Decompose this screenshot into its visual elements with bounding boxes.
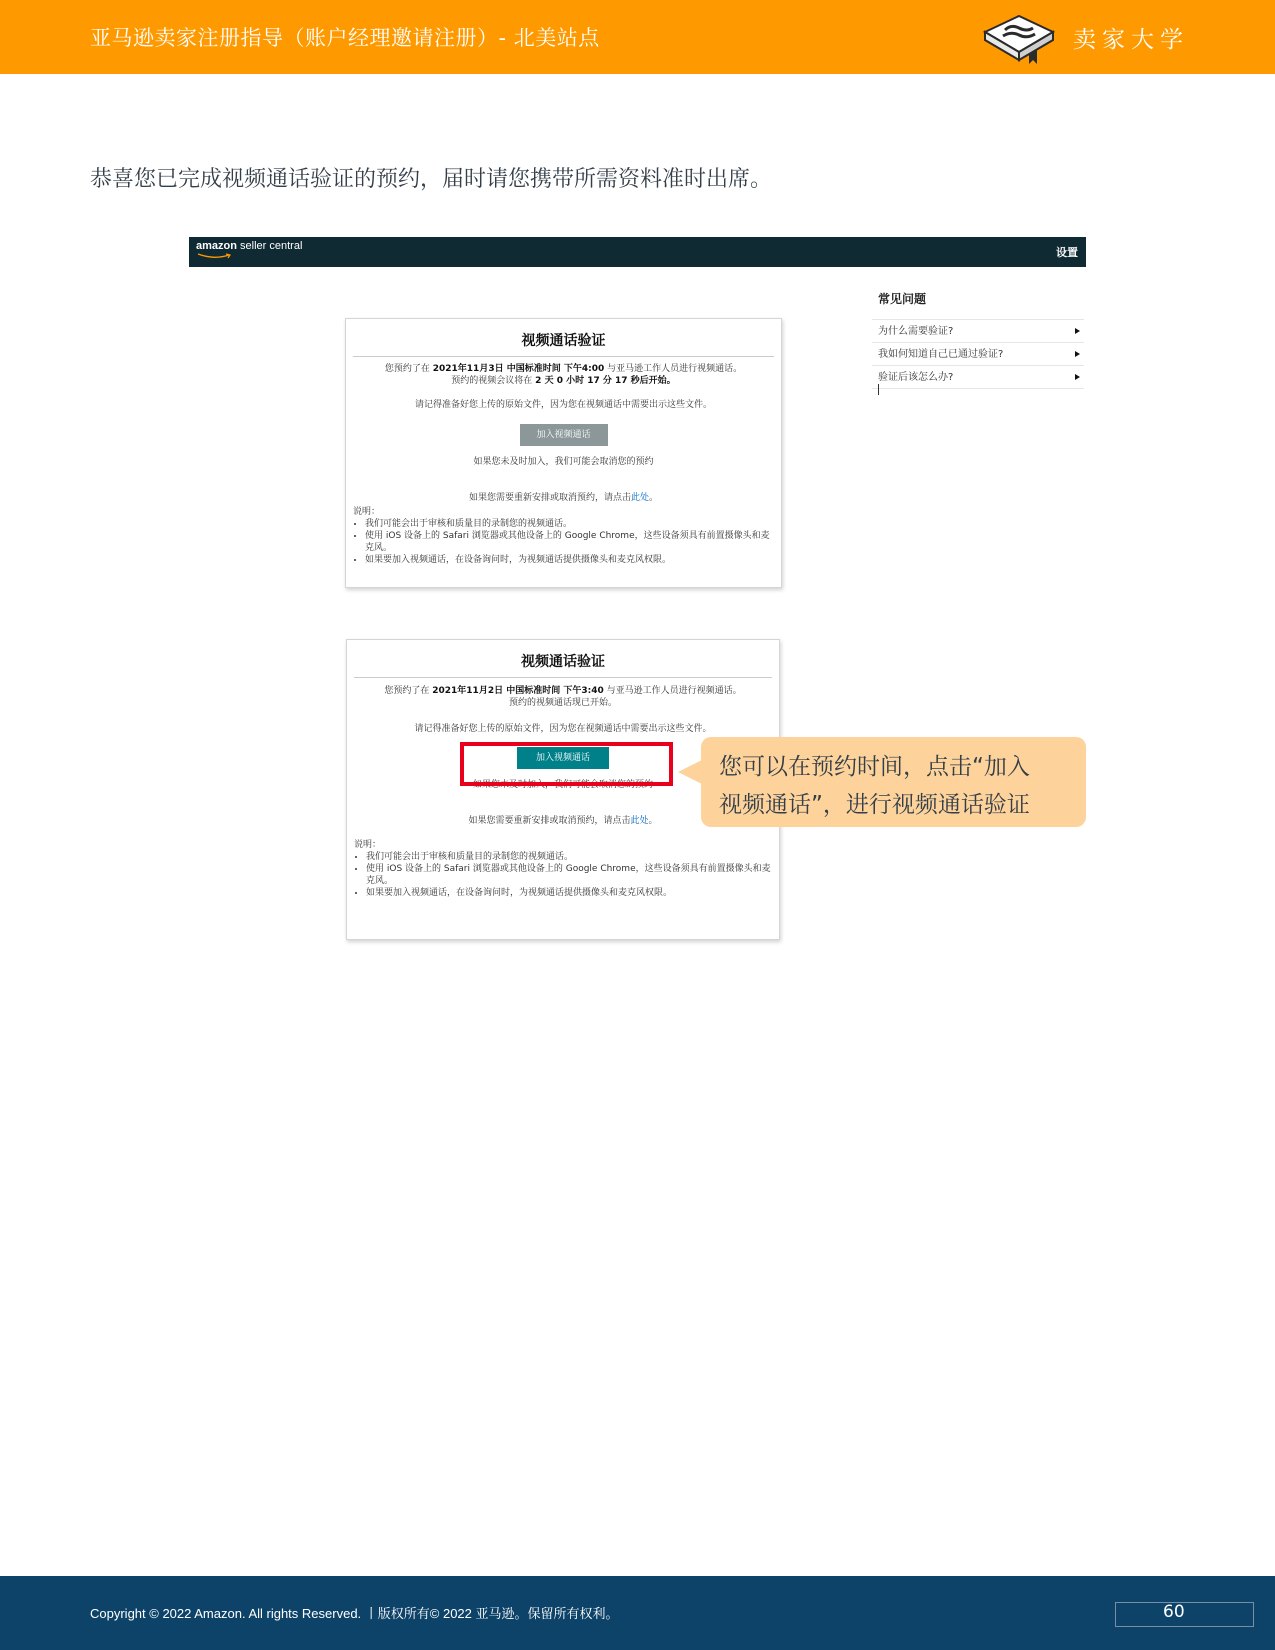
text: 与亚马逊工作人员进行视频通话。 xyxy=(603,686,742,696)
appointment-datetime: 2021年11月2日 中国标准时间 下午3:40 xyxy=(432,686,604,696)
book-logo-icon xyxy=(981,8,1057,66)
countdown xyxy=(346,375,781,387)
appointment-datetime: 2021年11月3日 中国标准时间 下午4:00 xyxy=(432,364,605,374)
reschedule-note xyxy=(346,492,781,504)
call-started-status: 预约的视频通话现已开始。 xyxy=(508,698,617,708)
header-banner xyxy=(0,0,1275,74)
callout-line: 您可以在预约时间，点击“加入 xyxy=(719,754,1030,780)
text: 您预约了在 xyxy=(384,364,433,374)
caret-right-icon xyxy=(1075,328,1080,334)
divider xyxy=(354,677,772,678)
note-item: • 使用 iOS 设备上的 Safari 浏览器或其他设备上的 Google Chrome，这些设备须具有前置摄像头和麦克风。 xyxy=(365,530,774,554)
instruction-callout xyxy=(701,737,1086,827)
faq-item-why-verify[interactable] xyxy=(872,320,1084,343)
text: 。 xyxy=(649,493,659,503)
card-title: 视频通话验证 xyxy=(521,654,605,670)
text: 如果您需要重新安排或取消预约，请点击 xyxy=(468,816,631,826)
text: 您预约了在 xyxy=(384,686,433,696)
note-item: • 我们可能会出于审核和质量目的录制您的视频通话。 xyxy=(366,851,772,863)
logo-brand-text: amazon xyxy=(196,240,237,252)
notes xyxy=(347,839,779,899)
video-call-card-scheduled xyxy=(345,318,782,588)
join-button-highlight xyxy=(460,742,673,786)
document-title: 亚马逊卖家注册指导（账户经理邀请注册）- 北美站点 xyxy=(90,26,600,50)
divider xyxy=(353,356,774,357)
note-item: • 我们可能会出于审核和质量目的录制您的视频通话。 xyxy=(365,518,774,530)
page-number: 60 xyxy=(1163,1602,1185,1622)
prepare-note: 请记得准备好您上传的原始文件，因为您在视频通话中需要出示这些文件。 xyxy=(414,400,712,410)
amazon-smile-icon xyxy=(197,253,233,259)
callout-line: 视频通话”，进行视频通话验证 xyxy=(719,792,1030,818)
page-headline: 恭喜您已完成视频通话验证的预约，届时请您携带所需资料准时出席。 xyxy=(90,167,773,192)
settings-link[interactable]: 设置 xyxy=(1056,246,1078,259)
card-title: 视频通话验证 xyxy=(521,333,606,349)
appointment-time xyxy=(346,363,781,375)
caret-right-icon xyxy=(1075,351,1080,357)
late-warning: 如果您未及时加入，我们可能会取消您的预约 xyxy=(473,457,654,467)
join-video-call-button-disabled[interactable]: 加入视频通话 xyxy=(520,424,608,446)
reschedule-link[interactable]: 此处 xyxy=(630,493,649,503)
notes-label: 说明： xyxy=(354,840,382,850)
copyright-text: Copyright © 2022 Amazon. All rights Reserved. 丨版权所有© 2022 亚马逊。保留所有权利。 xyxy=(90,1606,619,1621)
text-cursor xyxy=(878,384,879,395)
seller-central-navbar xyxy=(189,237,1086,267)
join-video-call-button[interactable]: 加入视频通话 xyxy=(517,747,609,769)
note-item: • 如果要加入视频通话，在设备询问时，为视频通话提供摄像头和麦克风权限。 xyxy=(366,887,772,899)
reschedule-link[interactable]: 此处 xyxy=(630,816,649,826)
callout-tail xyxy=(678,760,702,784)
countdown-value: 2 天 0 小时 17 分 17 秒后开始。 xyxy=(535,376,676,386)
seller-central-logo[interactable] xyxy=(196,240,302,252)
faq-item-label: 我如何知道自己已通过验证? xyxy=(878,349,1004,360)
text: 预约的视频会议将在 xyxy=(451,376,536,386)
note-item: • 使用 iOS 设备上的 Safari 浏览器或其他设备上的 Google Chrome，这些设备须具有前置摄像头和麦克风。 xyxy=(366,863,772,887)
brand-name: 卖家大学 xyxy=(1073,26,1189,53)
faq-panel xyxy=(872,288,1084,389)
brand xyxy=(981,8,1189,66)
text: 与亚马逊工作人员进行视频通话。 xyxy=(604,364,743,374)
notes xyxy=(346,506,781,566)
faq-item-label: 为什么需要验证? xyxy=(878,326,954,337)
late-warning: 如果您未及时加入，我们可能会取消您的预约 xyxy=(472,780,653,790)
note-item: • 如果要加入视频通话，在设备询问时，为视频通话提供摄像头和麦克风权限。 xyxy=(365,554,774,566)
caret-right-icon xyxy=(1075,374,1080,380)
faq-title: 常见问题 xyxy=(872,288,1084,320)
faq-item-after-verify[interactable] xyxy=(872,366,1084,389)
text: 。 xyxy=(648,816,658,826)
logo-product-text: seller central xyxy=(236,240,303,252)
footer xyxy=(0,1576,1275,1650)
text: 如果您需要重新安排或取消预约，请点击 xyxy=(468,493,631,503)
appointment-time xyxy=(347,685,779,697)
notes-label: 说明： xyxy=(353,507,381,517)
faq-item-label: 验证后该怎么办? xyxy=(878,372,954,383)
prepare-note: 请记得准备好您上传的原始文件，因为您在视频通话中需要出示这些文件。 xyxy=(414,724,712,734)
faq-item-how-know[interactable] xyxy=(872,343,1084,366)
